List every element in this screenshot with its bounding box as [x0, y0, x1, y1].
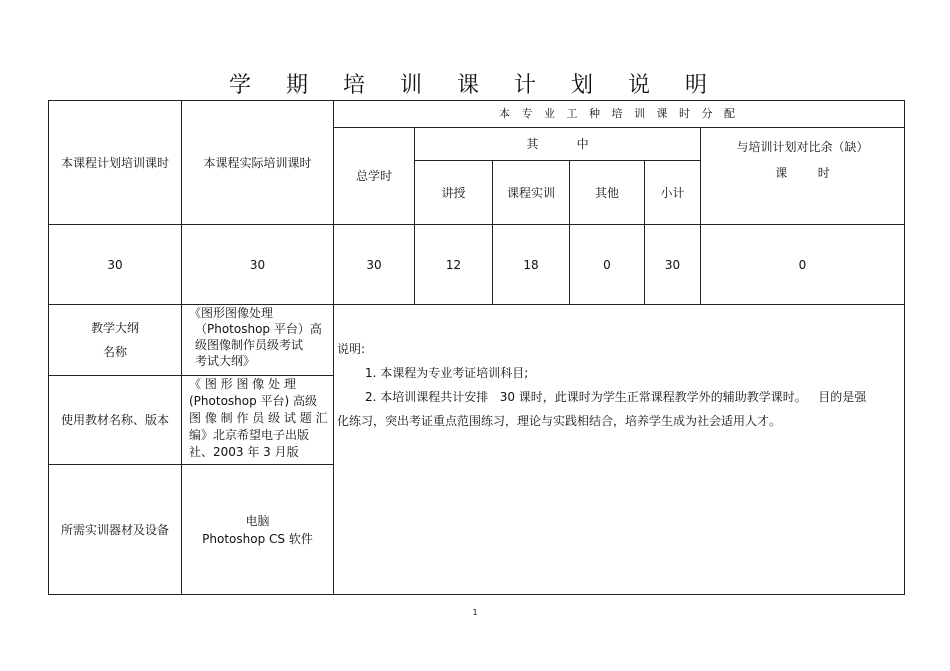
- comparison-header: [701, 128, 904, 224]
- subtotal-value: 30: [664, 257, 681, 272]
- notes-item-1: 1. 本课程为专业考证培训科目;: [365, 366, 529, 380]
- comparison-header-line2: 课 时: [775, 166, 830, 180]
- notes-item-2-continued: 化练习，突出考证重点范围练习，理论与实践相结合，培养学生成为社会适用人才。: [337, 414, 782, 428]
- page-title: 学 期 培 训 课 计 划 说 明: [229, 73, 721, 98]
- syllabus-value: [189, 305, 333, 375]
- equipment-label: 所需实训器材及设备: [60, 522, 169, 537]
- actual-hours-value: 30: [249, 257, 266, 272]
- notes-item-2: 2. 本培训课程共计安排 30 课时，此课时为学生正常课程教学外的辅助教学课时。 目的是强: [365, 390, 867, 404]
- practice-value: 18: [523, 257, 539, 272]
- allocation-header: 本 专 业 工 种 培 训 课 时 分 配: [499, 107, 739, 120]
- textbook-label: 使用教材名称、版本: [60, 413, 169, 427]
- comparison-header-line1: 与培训计划对比余（缺）: [736, 140, 869, 154]
- subtotal-header: 小计: [660, 185, 685, 200]
- other-header: 其他: [594, 185, 619, 200]
- page-number: 1: [472, 608, 478, 617]
- syllabus-label-line1: 教学大纲: [90, 321, 139, 335]
- notes: [337, 337, 902, 433]
- comparison-value: 0: [798, 257, 807, 272]
- equipment-value: [182, 465, 333, 594]
- textbook-line: 《 图 形 图 像 处 理: [189, 377, 296, 391]
- textbook-line: 编》北京希望电子出版: [189, 428, 310, 442]
- syllabus-line: （Photoshop 平台）高: [195, 322, 322, 336]
- textbook-line: (Photoshop 平台) 高级: [189, 394, 318, 408]
- planned-hours-header: 本课程计划培训课时: [60, 155, 169, 170]
- syllabus-label-line2: 名称: [102, 345, 127, 359]
- total-hours-value: 30: [366, 257, 382, 272]
- planned-hours-value: 30: [107, 257, 123, 272]
- actual-hours-header: 本课程实际培训课时: [203, 155, 312, 170]
- textbook-value: [189, 376, 331, 464]
- syllabus-label: [49, 305, 181, 375]
- equipment-line: Photoshop CS 软件: [202, 531, 313, 546]
- textbook-line: 社、2003 年 3 月版: [189, 445, 299, 459]
- other-value: 0: [603, 257, 611, 272]
- textbook-line: 图 像 制 作 员 级 试 题 汇: [189, 411, 328, 425]
- lecture-header: 讲授: [441, 185, 466, 200]
- syllabus-line: 《图形图像处理: [189, 306, 274, 320]
- syllabus-line: 考试大纲》: [195, 354, 256, 368]
- equipment-line: 电脑: [245, 513, 270, 528]
- lecture-value: 12: [445, 257, 462, 272]
- syllabus-line: 级图像制作员级考试: [195, 338, 304, 352]
- notes-heading: 说明:: [337, 342, 366, 356]
- of-which-header: 其 中: [526, 137, 589, 151]
- total-hours-header: 总学时: [355, 169, 392, 183]
- practice-header: 课程实训: [506, 185, 555, 200]
